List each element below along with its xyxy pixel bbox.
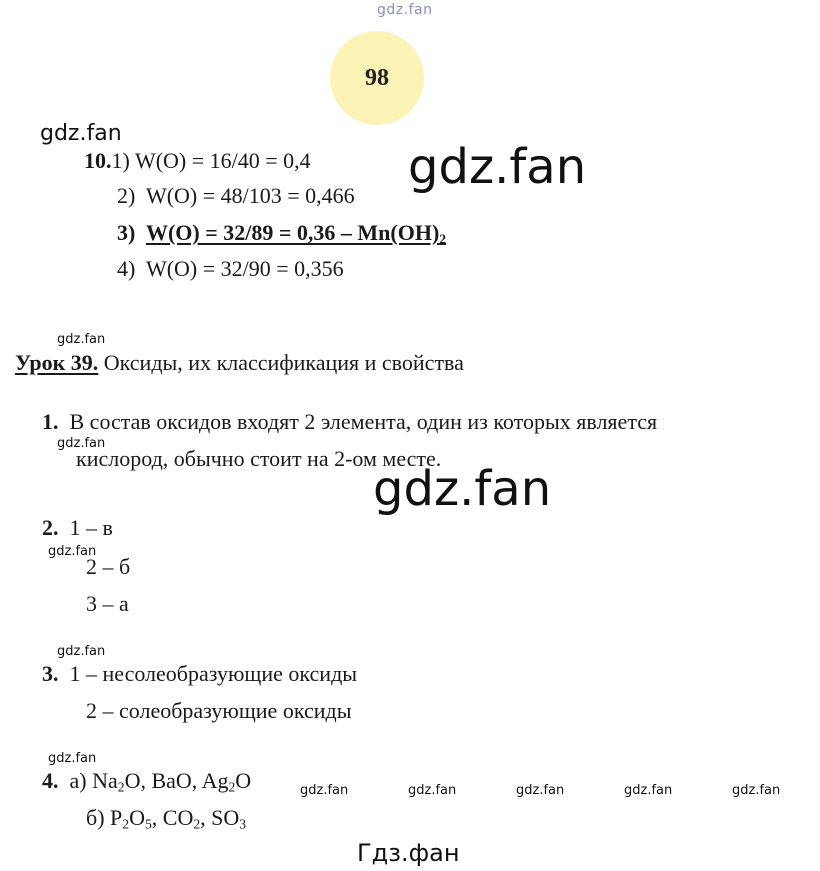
lesson-title: Урок 39. <box>15 350 99 375</box>
watermark: gdz.fan <box>408 783 457 798</box>
watermark: gdz.fan <box>732 783 781 798</box>
watermark-top: gdz.fan <box>377 2 433 18</box>
task2-line3: 3 – а <box>86 591 129 616</box>
task10-number: 10. <box>84 148 112 173</box>
task2-line2: 2 – б <box>86 554 131 579</box>
task4-line-a: 4. а) $Na_2O$, BaO, $Ag_2O$ <box>42 768 252 795</box>
task10-line4: 4) W(O) = 32/90 = 0,356 <box>117 256 344 281</box>
watermark: gdz.fan <box>624 783 673 798</box>
lesson-subtitle: Оксиды, их классификация и свойства <box>103 350 464 375</box>
watermark: gdz.fan <box>57 332 106 347</box>
lesson-heading <box>15 350 464 376</box>
watermark: gdz.fan <box>48 544 97 559</box>
watermark: gdz.fan <box>516 783 565 798</box>
watermark: gdz.fan <box>300 783 349 798</box>
watermark: gdz.fan <box>48 751 97 766</box>
task10-line3-answer: 3) $W(O) = 32/89 = 0,36 - Mn(OH)_2$ <box>117 220 447 247</box>
task2-line1: 2. 1 – в <box>42 515 113 540</box>
watermark-large: gdz.fan <box>408 139 587 195</box>
task4-line-b: б) $P_2O_5$, $CO_2$, $SO_3$ <box>86 805 247 832</box>
task1-line2: кислород, обычно стоит на 2-ом месте. <box>76 446 442 471</box>
watermark: gdz.fan <box>40 121 122 146</box>
page-number: 98 <box>330 31 424 125</box>
watermark: gdz.fan <box>57 436 106 451</box>
watermark: gdz.fan <box>57 644 106 659</box>
footer-watermark: Гдз.фан <box>357 839 460 867</box>
task10-line1: 10.1) W(O) = 16/40 = 0,4 <box>84 148 311 173</box>
task1-line1: 1. В состав оксидов входят 2 элемента, один из которых является <box>42 409 658 434</box>
task3-line1: 3. 1 – несолеобразующие оксиды <box>42 661 358 686</box>
task3-line2: 2 – солеобразующие оксиды <box>86 698 352 723</box>
watermark-large: gdz.fan <box>373 461 552 517</box>
task10-line2: 2) W(O) = 48/103 = 0,466 <box>117 183 355 208</box>
